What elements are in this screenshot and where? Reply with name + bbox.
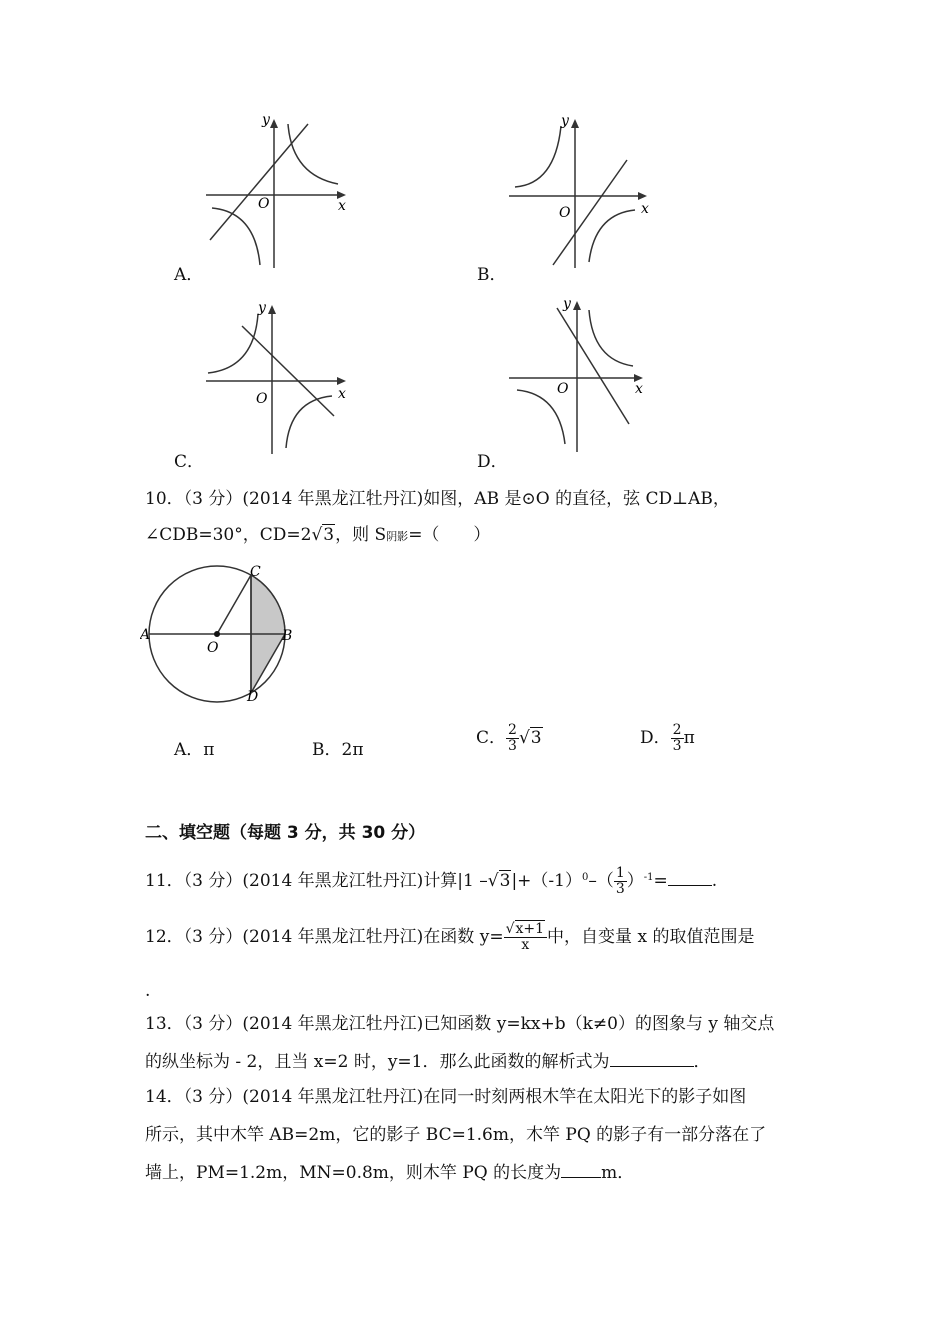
- option-a-label: A．: [174, 265, 204, 285]
- question-score: （3 分）: [183, 927, 243, 947]
- question-text: =（ ）: [408, 525, 491, 545]
- question-source: (2014 年黑龙江牡丹江): [242, 871, 424, 891]
- question-text: ）: [626, 871, 644, 891]
- q10-option-d: [640, 723, 695, 754]
- exponent: -1: [643, 872, 654, 883]
- circle-figure: [140, 560, 300, 710]
- question-number: 13．: [145, 1014, 184, 1034]
- option-value: π: [203, 740, 215, 760]
- question-text: m．: [601, 1163, 635, 1183]
- option-label: D．: [640, 728, 671, 748]
- origin-label: O: [559, 205, 571, 221]
- question-text: 已知函数 y=kx+b（k≠0）的图象与 y 轴交点: [423, 1014, 775, 1034]
- question-text: 在同一时刻两根木竿在太阳光下的影子如图: [423, 1087, 747, 1107]
- question-13-line2: [145, 1050, 711, 1073]
- sqrt-argument: 3: [530, 728, 542, 748]
- fraction: [506, 723, 519, 754]
- x-axis-label: x: [338, 386, 346, 402]
- fraction: [671, 723, 684, 754]
- question-text: 计算|1 –: [423, 871, 488, 891]
- question-number: 11．: [145, 871, 184, 891]
- option-label: C．: [476, 728, 507, 748]
- point-b-label: B: [282, 628, 293, 644]
- sqrt-symbol: √: [487, 871, 499, 891]
- question-text: ．: [693, 1052, 711, 1072]
- denominator: 3: [508, 738, 517, 754]
- y-axis-label: y: [561, 113, 569, 129]
- origin-label: O: [557, 381, 569, 397]
- fraction: [614, 866, 627, 897]
- y-axis-label: y: [258, 300, 266, 316]
- denominator: 3: [615, 881, 625, 897]
- sqrt-argument: x+1: [515, 921, 545, 937]
- q10-option-a: [174, 735, 214, 760]
- question-score: （3 分）: [183, 489, 243, 509]
- sqrt-symbol: √: [505, 921, 515, 937]
- sqrt-argument: 3: [323, 525, 335, 545]
- question-text: –（: [588, 871, 614, 891]
- question-12: [145, 922, 754, 953]
- origin-label: O: [256, 391, 268, 407]
- question-source: (2014 年黑龙江牡丹江): [242, 1087, 424, 1107]
- question-14-line1: [145, 1086, 746, 1108]
- numerator: 1: [615, 865, 625, 881]
- option-label: A．: [174, 740, 204, 760]
- exponent: 0: [581, 872, 589, 883]
- question-score: （3 分）: [183, 1014, 243, 1034]
- option-value: π: [683, 728, 695, 748]
- question-14-line3: [145, 1161, 634, 1184]
- question-12-line2: .: [145, 981, 151, 1001]
- question-11: [145, 866, 717, 897]
- graph-c: [200, 296, 360, 461]
- question-source: (2014 年黑龙江牡丹江): [242, 1014, 424, 1034]
- origin-label: O: [258, 196, 270, 212]
- question-text: 墙上，PM=1.2m，MN=0.8m，则木竿 PQ 的长度为: [145, 1163, 562, 1183]
- q10-option-b: [312, 735, 364, 760]
- question-text: 的纵坐标为 - 2，且当 x=2 时，y=1．那么此函数的解析式为: [145, 1052, 610, 1072]
- section-title: 二、填空题（每题 3 分，共 30 分）: [145, 823, 426, 843]
- question-14-line2: 所示，其中木竿 AB=2m，它的影子 BC=1.6m，木竿 PQ 的影子有一部分落在了: [145, 1125, 767, 1145]
- question-number: 10．: [145, 489, 184, 509]
- x-axis-label: x: [338, 198, 346, 214]
- question-text: ∠CDB=30°，CD=2: [145, 525, 312, 545]
- q10-option-c: [476, 723, 543, 754]
- fraction: [504, 922, 547, 953]
- sqrt-symbol: √: [518, 728, 530, 748]
- denominator: x: [521, 937, 530, 953]
- graph-a: [200, 110, 360, 275]
- question-text: ，则 S: [335, 525, 387, 545]
- graph-d: [505, 294, 665, 459]
- y-axis-label: y: [563, 296, 571, 312]
- graph-b: [505, 110, 665, 275]
- option-b-label: B．: [477, 265, 507, 285]
- option-label: B．: [312, 740, 342, 760]
- answer-blank[interactable]: [561, 1161, 601, 1178]
- question-text: .: [711, 871, 718, 891]
- question-text: =: [653, 871, 668, 891]
- question-10-line1: [145, 488, 730, 510]
- question-text: 中，自变量 x 的取值范围是: [547, 927, 755, 947]
- option-value: 2π: [341, 740, 364, 760]
- point-o-label: O: [207, 640, 219, 656]
- answer-blank[interactable]: [610, 1050, 694, 1067]
- numerator: [504, 922, 547, 938]
- question-text: 在函数 y=: [423, 927, 504, 947]
- numerator: 2: [508, 722, 517, 738]
- sqrt-symbol: √: [311, 525, 323, 545]
- option-c-label: C．: [174, 452, 205, 472]
- subscript-shaded: 阴影: [386, 530, 409, 543]
- question-10-line2: [145, 524, 490, 548]
- option-d-label: D．: [477, 452, 508, 472]
- denominator: 3: [672, 738, 682, 754]
- x-axis-label: x: [641, 201, 649, 217]
- question-13-line1: [145, 1013, 774, 1035]
- question-source: (2014 年黑龙江牡丹江): [242, 489, 424, 509]
- question-score: （3 分）: [183, 871, 243, 891]
- point-a-label: A: [140, 627, 151, 643]
- point-d-label: D: [247, 689, 259, 705]
- y-axis-label: y: [262, 112, 270, 128]
- question-score: （3 分）: [183, 1087, 243, 1107]
- question-source: (2014 年黑龙江牡丹江): [242, 927, 424, 947]
- answer-blank[interactable]: [668, 869, 712, 886]
- numerator: 2: [672, 722, 682, 738]
- question-text: |+（-1）: [511, 871, 582, 891]
- x-axis-label: x: [635, 381, 643, 397]
- sqrt-argument: 3: [499, 871, 511, 891]
- point-c-label: C: [250, 564, 261, 580]
- question-number: 12．: [145, 927, 184, 947]
- question-text: 如图，AB 是⊙O 的直径，弦 CD⊥AB，: [423, 489, 730, 509]
- question-number: 14．: [145, 1087, 184, 1107]
